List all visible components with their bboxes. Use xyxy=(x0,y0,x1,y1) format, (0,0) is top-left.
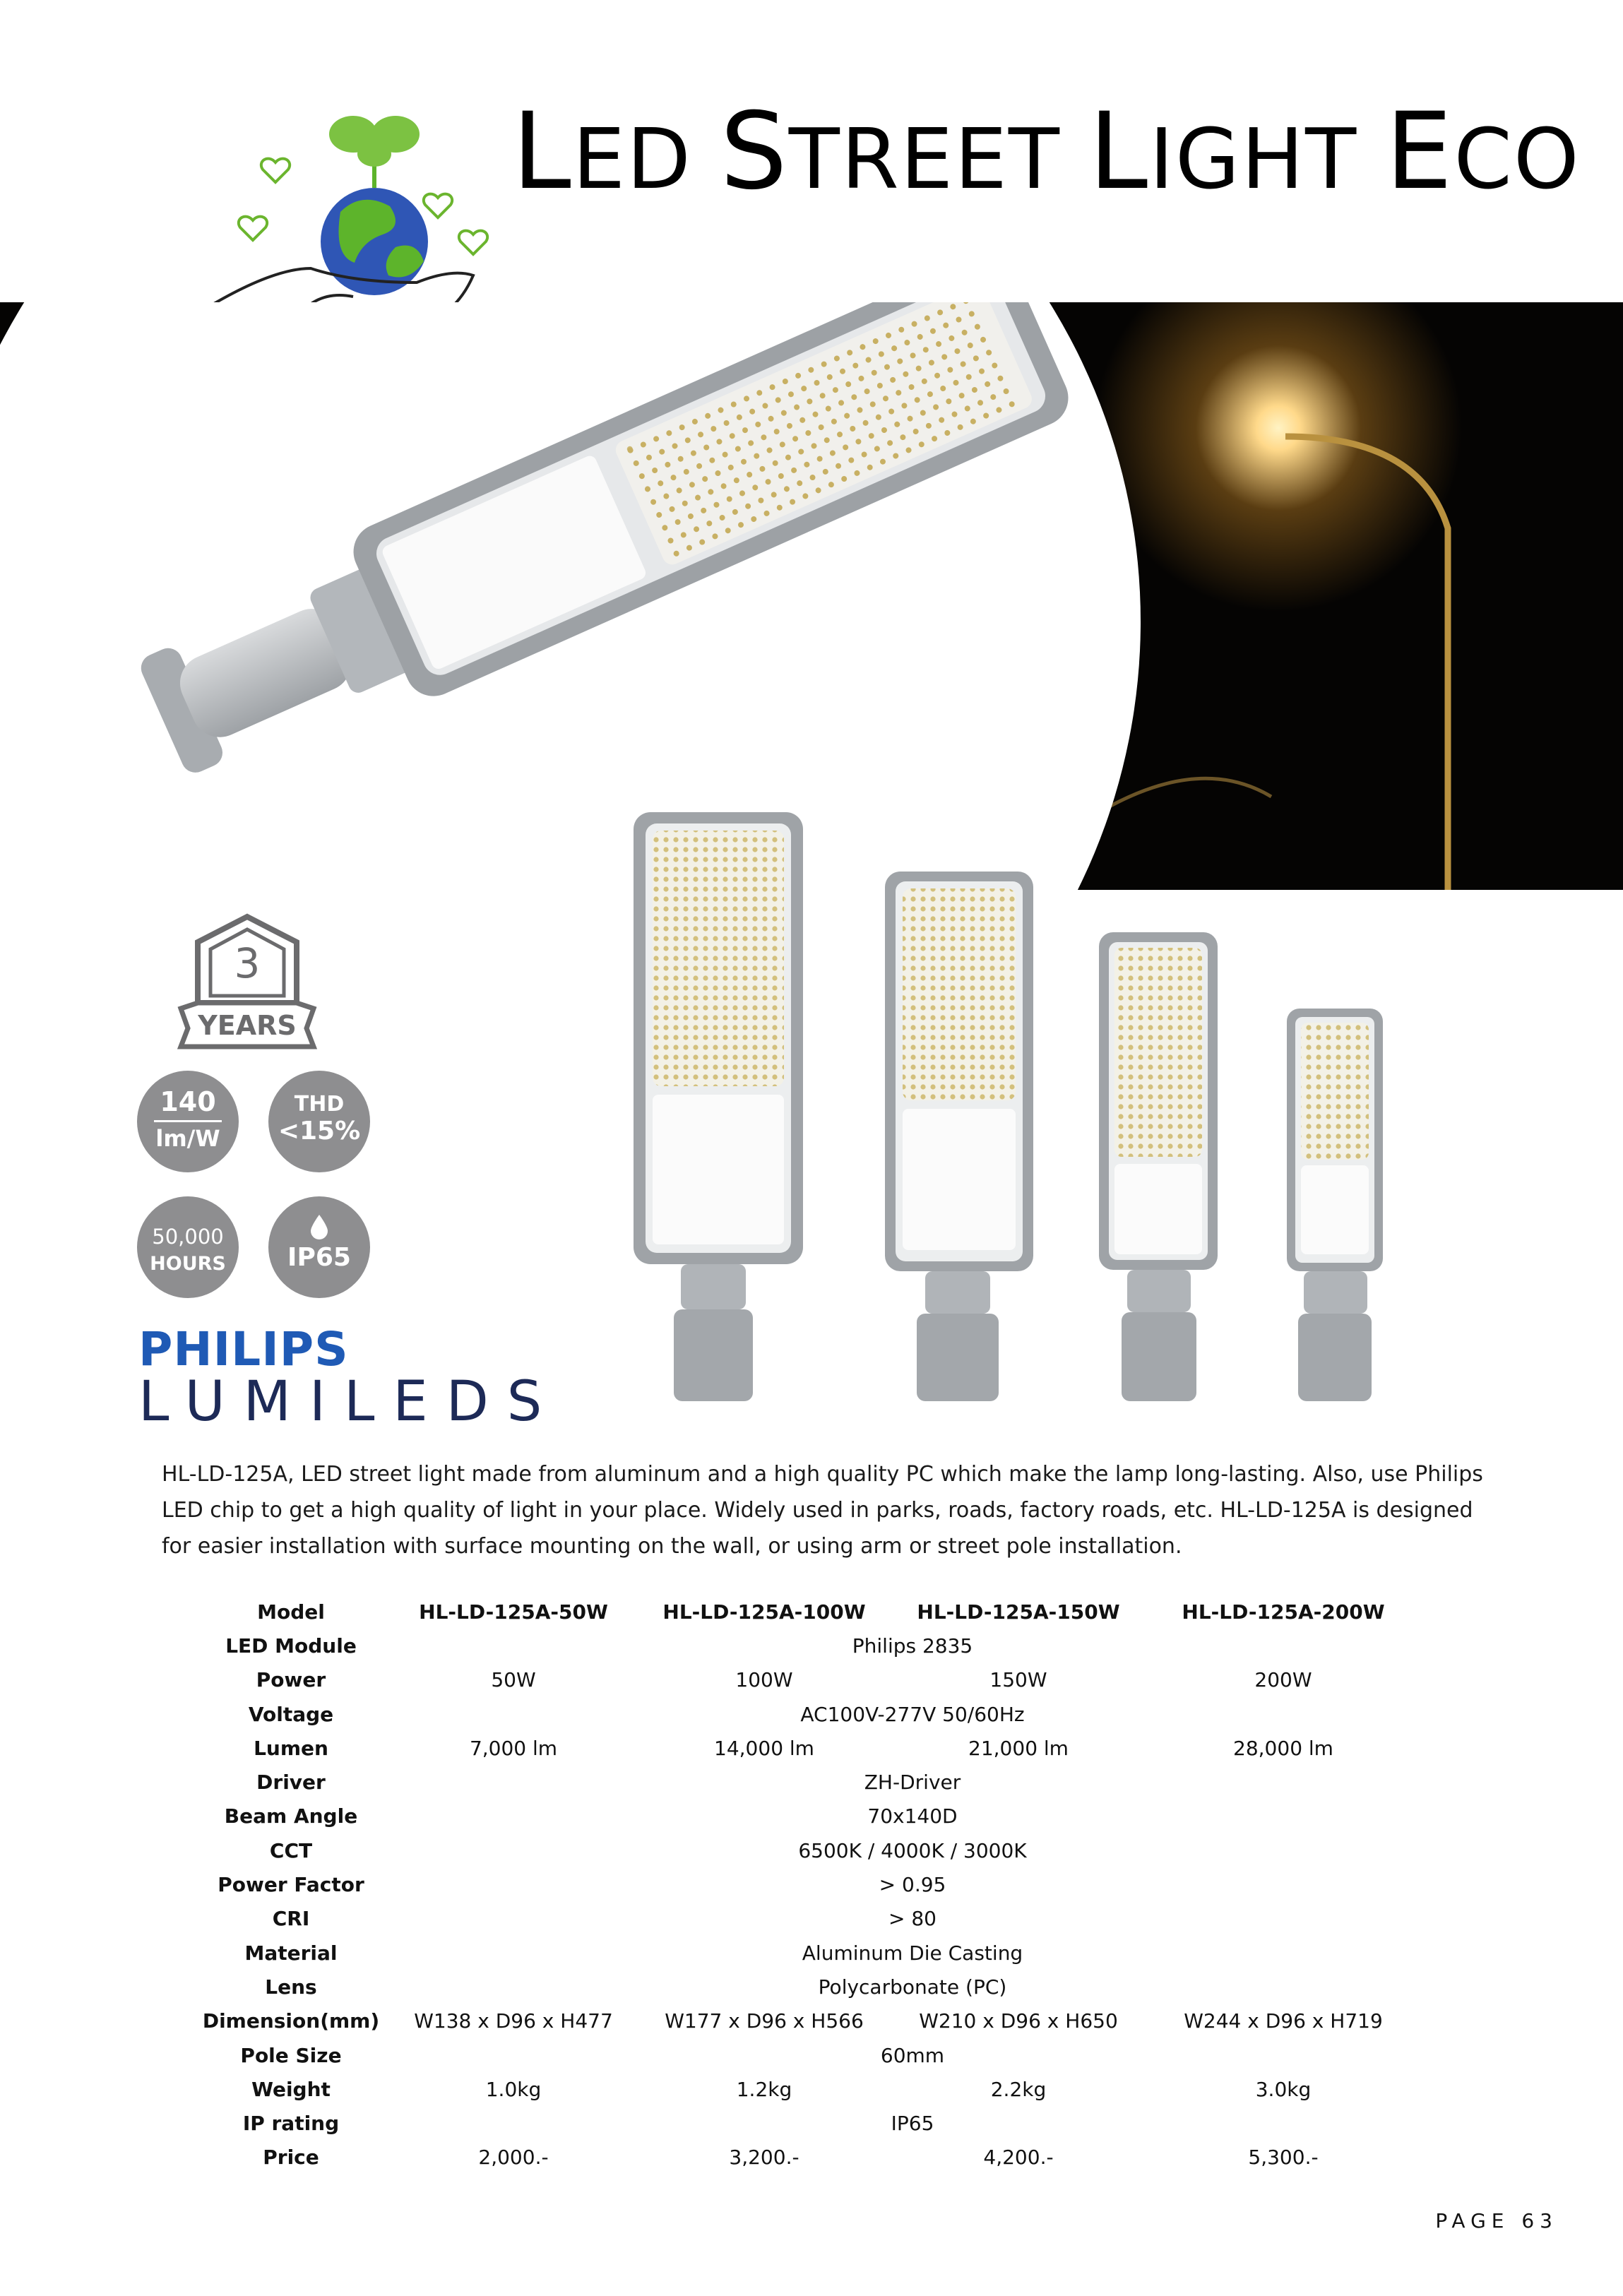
spec-row xyxy=(185,1765,1428,1799)
spec-label: Pole Size xyxy=(240,2043,342,2067)
spec-value: 5,300.- xyxy=(1248,2146,1319,2170)
ip-rating-value: IP65 xyxy=(287,1243,351,1272)
spec-label: CRI xyxy=(272,1907,310,1931)
spec-label: Power Factor xyxy=(218,1873,364,1897)
spec-row xyxy=(185,2106,1428,2140)
spec-value-shared: > 80 xyxy=(888,1907,937,1931)
page-title: LED STREET LIGHT ECO xyxy=(512,90,1581,213)
spec-value-shared: Aluminum Die Casting xyxy=(802,1941,1023,1965)
spec-value: W210 x D96 x H650 xyxy=(919,2009,1118,2033)
spec-label: Material xyxy=(244,1941,338,1965)
spec-row xyxy=(185,1867,1428,1901)
spec-value: 1.2kg xyxy=(736,2077,792,2101)
spec-label: Driver xyxy=(256,1771,326,1795)
spec-header-row xyxy=(185,1595,1428,1629)
model-name: HL-LD-125A-150W xyxy=(917,1600,1120,1624)
product-description: HL-LD-125A, LED street light made from aluminum and a high quality PC which make the lamp long-lasting. Also, use Philips LED chip to get a high quality of light in your place. Widely used in parks, roads, factory roads, etc. HL-LD-125A is designed for easier installation with surface mounting on the wall, or using arm or street pole installation. xyxy=(162,1462,1483,1559)
spec-value: 21,000 lm xyxy=(968,1736,1069,1760)
hero-banner xyxy=(0,302,1623,890)
spec-value-shared: 70x140D xyxy=(867,1804,958,1828)
spec-value: 100W xyxy=(735,1668,793,1692)
spec-row xyxy=(185,2004,1428,2038)
model-name: HL-LD-125A-200W xyxy=(1182,1600,1385,1624)
product-lamp-200w xyxy=(634,812,803,1401)
spec-label: Dimension(mm) xyxy=(202,2009,380,2033)
model-name: HL-LD-125A-100W xyxy=(662,1600,866,1624)
product-lamp-150w xyxy=(885,872,1033,1401)
spec-row xyxy=(185,1936,1428,1970)
spec-row xyxy=(185,2072,1428,2106)
lumileds-logo: LUMILEDS xyxy=(138,1370,561,1434)
spec-row xyxy=(185,1697,1428,1731)
model-name: HL-LD-125A-50W xyxy=(419,1600,608,1624)
efficacy-value: 140 xyxy=(160,1086,216,1117)
page-number: PAGE 63 xyxy=(1435,2209,1558,2232)
product-lamp-100w xyxy=(1099,932,1218,1401)
spec-value-shared: Philips 2835 xyxy=(852,1634,973,1658)
efficacy-divider xyxy=(154,1120,222,1122)
spec-value: 28,000 lm xyxy=(1233,1736,1333,1760)
product-lamp-50w xyxy=(1287,1009,1383,1401)
lifetime-badge xyxy=(137,1196,239,1298)
spec-value: 3.0kg xyxy=(1255,2077,1312,2101)
lifetime-value: 50,000 xyxy=(152,1225,224,1249)
spec-value: 200W xyxy=(1254,1668,1312,1692)
spec-label: Lens xyxy=(265,1975,317,1999)
spec-value: 1.0kg xyxy=(485,2077,542,2101)
eco-hands-earth-logo xyxy=(184,56,509,325)
spec-value-shared: Polycarbonate (PC) xyxy=(818,1975,1007,1999)
spec-value-shared: 60mm xyxy=(880,2043,945,2067)
spec-row xyxy=(185,1833,1428,1867)
spec-label: Voltage xyxy=(248,1702,334,1726)
spec-value: W177 x D96 x H566 xyxy=(665,2009,864,2033)
spec-label: Weight xyxy=(251,2077,331,2101)
ip-rating-badge xyxy=(268,1196,370,1298)
spec-label: IP rating xyxy=(242,2112,340,2136)
spec-row xyxy=(185,1800,1428,1833)
warranty-label: YEARS xyxy=(198,1010,297,1041)
spec-row xyxy=(185,1902,1428,1936)
spec-value-shared: ZH-Driver xyxy=(864,1771,961,1795)
spec-label: LED Module xyxy=(225,1634,357,1658)
spec-header-label: Model xyxy=(257,1600,325,1624)
spec-table xyxy=(185,1595,1428,2175)
spec-row xyxy=(185,2141,1428,2175)
spec-value: 7,000 lm xyxy=(469,1736,558,1760)
spec-row xyxy=(185,2038,1428,2072)
spec-value-shared: > 0.95 xyxy=(879,1873,946,1897)
efficacy-unit: lm/W xyxy=(155,1125,220,1152)
spec-value: 4,200.- xyxy=(983,2146,1054,2170)
spec-value: W138 x D96 x H477 xyxy=(414,2009,613,2033)
spec-label: Price xyxy=(263,2146,319,2170)
spec-value-shared: 6500K / 4000K / 3000K xyxy=(798,1838,1027,1862)
spec-row xyxy=(185,1629,1428,1662)
spec-row xyxy=(185,1970,1428,2004)
spec-label: Lumen xyxy=(254,1736,328,1760)
thd-badge xyxy=(268,1071,370,1172)
spec-label: CCT xyxy=(269,1838,313,1862)
spec-row xyxy=(185,1731,1428,1765)
feature-badges xyxy=(127,904,396,1299)
spec-value: 14,000 lm xyxy=(714,1736,814,1760)
warranty-number: 3 xyxy=(234,939,261,987)
lifetime-unit: HOURS xyxy=(150,1253,226,1275)
spec-label: Power xyxy=(256,1668,326,1692)
warranty-badge xyxy=(177,911,318,1052)
spec-value: 2.2kg xyxy=(990,2077,1047,2101)
efficacy-badge xyxy=(137,1071,239,1172)
spec-value-shared: AC100V-277V 50/60Hz xyxy=(800,1702,1025,1726)
spec-value: 150W xyxy=(989,1668,1047,1692)
thd-value: <15% xyxy=(278,1117,361,1146)
spec-value: W244 x D96 x H719 xyxy=(1184,2009,1383,2033)
spec-value: 3,200.- xyxy=(729,2146,799,2170)
spec-row xyxy=(185,1663,1428,1697)
hero-graphic xyxy=(0,302,1623,890)
spec-value: 2,000.- xyxy=(478,2146,549,2170)
philips-logo: PHILIPS xyxy=(138,1322,349,1376)
spec-table-body xyxy=(185,1629,1428,2175)
water-drop-icon xyxy=(309,1213,330,1240)
thd-label: THD xyxy=(294,1092,345,1117)
spec-value: 50W xyxy=(491,1668,536,1692)
spec-value-shared: IP65 xyxy=(891,2112,934,2136)
spec-label: Beam Angle xyxy=(224,1804,358,1828)
product-lineup-image xyxy=(622,805,1405,1405)
